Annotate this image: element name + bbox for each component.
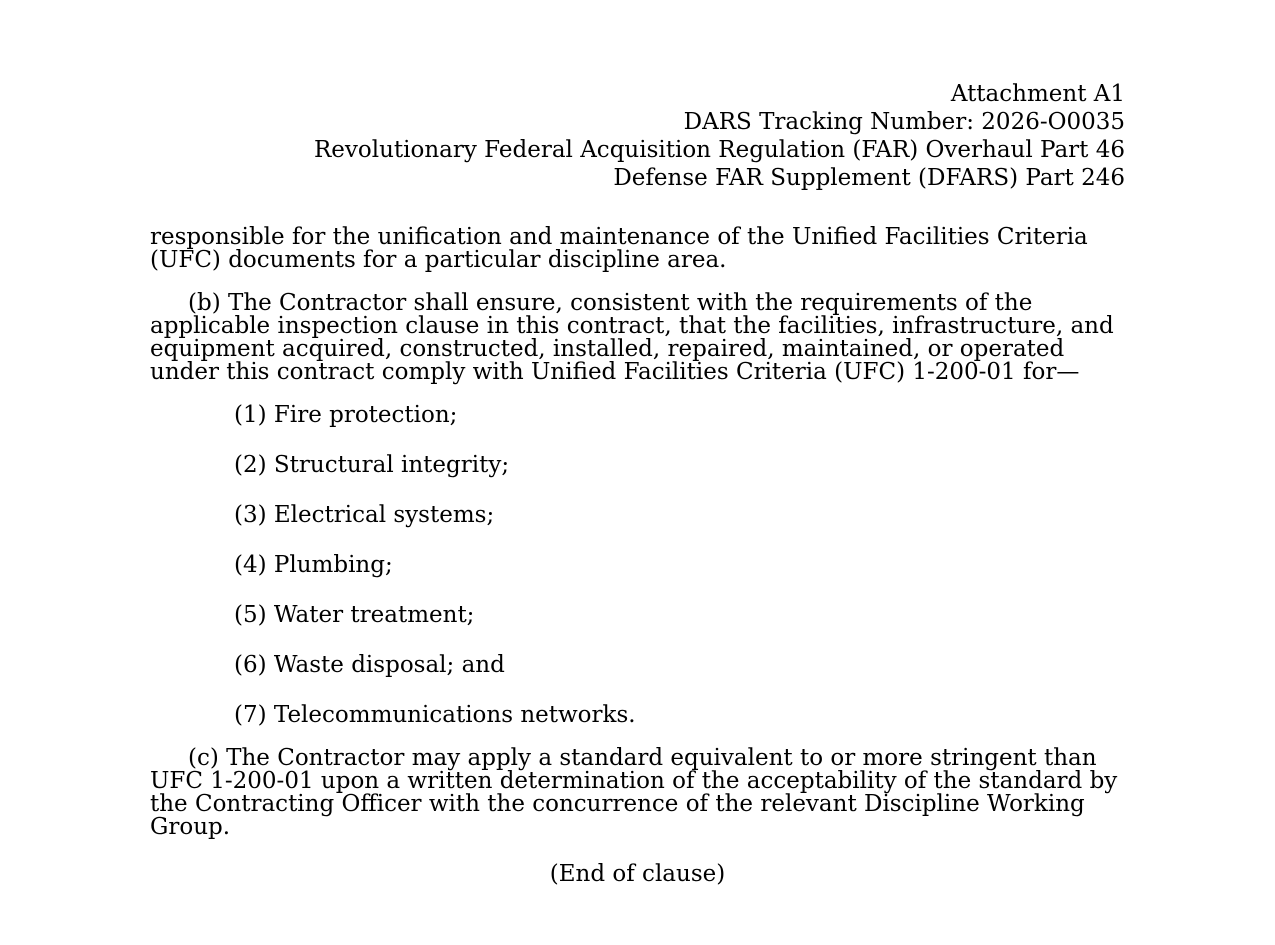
list-item: (1) Fire protection; xyxy=(234,402,458,428)
list-item: (5) Water treatment; xyxy=(234,602,475,628)
list-item: (3) Electrical systems; xyxy=(234,502,495,528)
tracking-number: DARS Tracking Number: 2026-O0035 xyxy=(683,109,1125,135)
paragraph-c: (c) The Contractor may apply a standard equivalent to or more stringent than UFC 1-200-01 upon a written determination of the acceptability of the standard by the Contracting Officer with the concurrence of the relevant Discipline Working Group. xyxy=(150,745,1118,840)
far-part-title: Revolutionary Federal Acquisition Regulation (FAR) Overhaul Part 46 xyxy=(313,137,1125,163)
list-item: (2) Structural integrity; xyxy=(234,452,510,478)
continuation-paragraph: responsible for the unification and maintenance of the Unified Facilities Criteria (UFC) documents for a particular discipline area. xyxy=(150,224,1088,273)
end-of-clause: (End of clause) xyxy=(549,861,726,887)
list-item: (4) Plumbing; xyxy=(234,552,393,578)
page-header xyxy=(314,80,1125,192)
dfars-part-title: Defense FAR Supplement (DFARS) Part 246 xyxy=(613,165,1125,191)
document-body xyxy=(150,226,1125,886)
list-item: (7) Telecommunications networks. xyxy=(234,702,636,728)
requirements-list xyxy=(150,404,1125,727)
list-item: (6) Waste disposal; and xyxy=(234,652,505,678)
attachment-label: Attachment A1 xyxy=(950,81,1125,107)
paragraph-b: (b) The Contractor shall ensure, consistent with the requirements of the applicable inspection clause in this contract, that the facilities, infrastructure, and equipment acquired, constructed, installed, repaired, maintained, or operated under this contract comply with Unified Facilities Criteria (UFC) 1-200-01 for— xyxy=(150,290,1114,385)
